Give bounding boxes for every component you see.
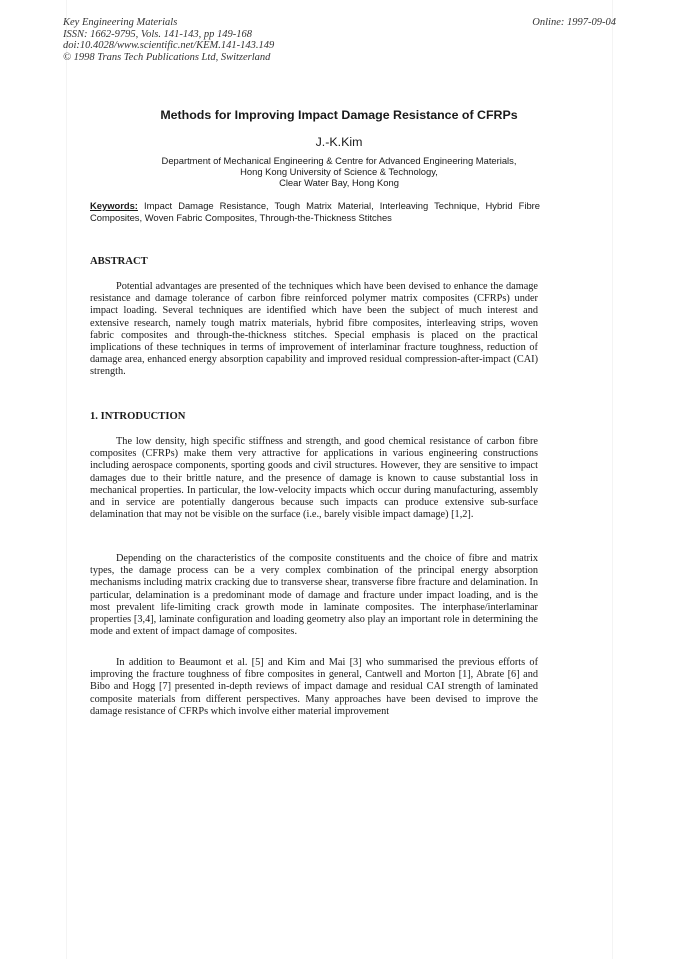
keywords-label: Keywords: — [90, 200, 138, 211]
affiliation-line: Department of Mechanical Engineering & Centre for Advanced Engineering Materials, — [161, 155, 517, 166]
journal-doi[interactable]: doi:10.4028/www.scientific.net/KEM.141-143.149 — [63, 40, 275, 51]
keywords — [90, 200, 540, 223]
journal-info — [63, 17, 274, 63]
affiliation-line: Clear Water Bay, Hong Kong — [279, 177, 399, 189]
journal-copyright: © 1998 Trans Tech Publications Ltd, Switzerland — [63, 51, 271, 63]
intro-paragraph-1: The low density, high specific stiffness and strength, and good chemical resistance of carbon fibre composites (CFRPs) make them very attractive for applications in various engineering constructions including aerospace components, sporting goods and civil structures. However, they are sensitive to impact damages due to their brittle nature, and the presence of damage is known to cause substantial loss in mechanical properties. In particular, the low-velocity impacts which occur during manufacturing, assembly and in service are potentially dangerous because such impacts can produce extensive sub-surface delamination that may not be visible on the surface (i.e., barely visible impact damage) [1,2]. — [90, 436, 538, 521]
paper-author: J.-K.Kim — [315, 135, 363, 149]
abstract-heading: ABSTRACT — [90, 256, 148, 267]
abstract-text: Potential advantages are presented of the techniques which have been devised to enhance the damage resistance and damage tolerance of carbon fibre reinforced polymer matrix composites (CFRPs) under impact loading. Several techniques are identified which have been the subject of much interest and extensive research, namely tough matrix materials, hybrid fibre composites, interleaving strips, woven fabric composites and through-the-thickness stitches. Special emphasis is placed on the practical implications of these techniques in terms of improvement of interlaminar fracture toughness, reduction of damage area, enhanced energy absorption capability and improved residual compression-after-impact (CAI) strength. — [90, 281, 538, 378]
intro-paragraph-2: Depending on the characteristics of the composite constituents and the choice of fibre and matrix types, the damage process can be a very complex combination of the principal energy absorption mechanisms including matrix cracking due to transverse shear, transverse fibre fracture and delamination. In particular, delamination is a predominant mode of damage and fracture under impact loading, and is the most prevalent life-limiting crack growth mode in laminate composites. The interphase/interlaminar properties [3,4], laminate configuration and loading geometry also play an important role in determining the mode and extent of impact damage of composites. — [90, 553, 538, 638]
keywords-text: Impact Damage Resistance, Tough Matrix Material, Interleaving Technique, Hybrid Fibre Composites, Woven Fabric Composites, Through-the-Thickness Stitches — [90, 200, 540, 223]
intro-paragraph-3: In addition to Beaumont et al. [5] and Kim and Mai [3] who summarised the previous efforts of improving the fracture toughness of fibre composites in general, Cantwell and Morton [1], Abrate [6] and Bibo and Hogg [7] presented in-depth reviews of impact damage and residual CAI strength of laminated composite materials from different perspectives. Many approaches have been devised to improve the damage resistance of CFRPs which involve either material improvement — [90, 657, 538, 717]
affiliation-line: Hong Kong University of Science & Technology, — [240, 166, 438, 178]
journal-issn: ISSN: 1662-9795, Vols. 141-143, pp 149-168 — [63, 28, 252, 40]
journal-name: Key Engineering Materials — [63, 17, 178, 28]
introduction-heading: 1. INTRODUCTION — [90, 411, 186, 422]
paper-title: Methods for Improving Impact Damage Resistance of CFRPs — [160, 108, 518, 122]
affiliation — [0, 155, 678, 189]
online-date: Online: 1997-09-04 — [532, 17, 616, 28]
